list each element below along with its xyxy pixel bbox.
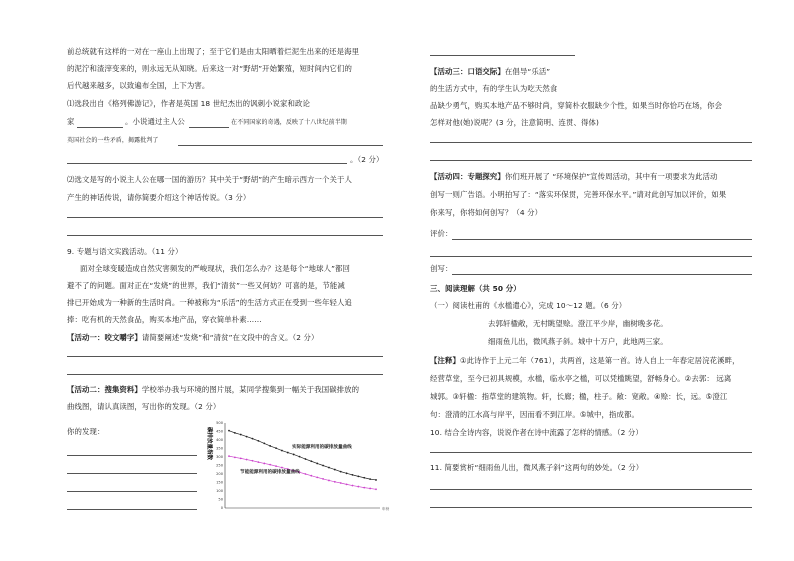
chart-point (234, 456, 236, 458)
chart-point (363, 477, 365, 479)
chart-point (234, 432, 236, 434)
chart-point (246, 436, 248, 438)
chart-point (357, 475, 359, 477)
notes-text: ①此诗作于上元二年（761），共两首，这是第一首。诗人自上一年春定居浣花溪畔， (459, 356, 740, 365)
chart-point (263, 443, 265, 445)
chart-point (316, 477, 318, 479)
chart-point (328, 480, 330, 482)
activity-1-label: 【活动一：咬文嚼字】 (67, 333, 142, 342)
chart-point (322, 478, 324, 480)
create-blank[interactable] (452, 274, 752, 275)
chart-point (228, 455, 230, 457)
body-text-line: 避不了的问题。面对正在“发烧”的世界，我们“清贫”一些又何妨？可喜的是，节能减 (67, 281, 345, 290)
notes-label: 【注释】 (430, 356, 460, 365)
chart-point (357, 486, 359, 488)
chart-point (346, 483, 348, 485)
question-10: 10. 结合全诗内容，说说作者在诗中流露了怎样的情感。（2 分） (430, 428, 643, 437)
activity-2 (67, 385, 359, 395)
chart-ylabel: 碳排放量指数 (206, 427, 212, 461)
activity-3-text: 怎样对他(她)说呢？(3 分，注意简明、连贯、得体) (430, 118, 599, 127)
answer-line[interactable] (430, 55, 575, 56)
body-text-line: 后代越来越多，以致遍布全国，上下为害。 (67, 81, 210, 90)
chart-ytick-label: 250 (216, 463, 223, 468)
chart-ytick-label: 350 (216, 446, 223, 451)
activity-4-text: 你来写，你将如何创写？（4 分） (430, 208, 543, 217)
chart-point (263, 463, 265, 465)
chart-point (305, 458, 307, 460)
answer-line[interactable] (430, 256, 752, 257)
answer-line[interactable] (430, 507, 752, 508)
answer-blank[interactable] (189, 127, 229, 128)
discovery-label: 你的发现： (67, 427, 105, 436)
chart-point (340, 482, 342, 484)
chart-ytick-label: 400 (216, 438, 223, 443)
chart-legend-series-1: 实际能源利用的碳排放量曲线 (292, 445, 352, 450)
answer-blank[interactable] (77, 127, 123, 128)
question-1-text: 家 (67, 117, 75, 126)
question-11: 11. 简要赏析“细雨鱼儿出，微风燕子斜”这两句的妙处。（2 分） (430, 463, 644, 472)
answer-line[interactable] (67, 509, 197, 510)
question-1-text: 英国社会的一些矛盾，揭露批判了 (67, 137, 159, 144)
chart-point (369, 478, 371, 480)
activity-4 (430, 172, 717, 182)
chart-ytick-label: 450 (216, 429, 223, 434)
question-1-text: 。小说通过主人公 (125, 117, 185, 126)
answer-line[interactable] (67, 235, 383, 236)
chart-point (269, 464, 271, 466)
subsection-1-title: （一）阅读杜甫的《水槛遣心》，完成 10～12 题。（6 分） (430, 301, 627, 310)
activity-3 (430, 67, 550, 77)
question-2-line: 产生的神话传说，请你简要介绍这个神话传说。（3 分） (67, 193, 251, 202)
question-1-text: 在不同国家的奇遇，反映了十八世纪前半期 (231, 119, 347, 126)
body-text-line: 的泥泞和渣滓变来的，则永远无从知晓。后来这一对“野胡”开始繁殖，短时间内它们的 (67, 64, 353, 73)
chart-point (328, 467, 330, 469)
answer-line[interactable] (67, 455, 197, 456)
chart-point (299, 456, 301, 458)
answer-line[interactable] (67, 217, 383, 218)
chart-point (275, 465, 277, 467)
answer-line[interactable] (67, 491, 197, 492)
notes-line: 句：澄清的江水高与岸平，因而看不到江岸。⑤城中，指成都。 (430, 410, 639, 419)
chart-point (340, 471, 342, 473)
activity-2-text: 学校举办我与环境的图片展，某同学搜集到一幅关于我国碳排放的 (141, 385, 360, 394)
chart-point (246, 459, 248, 461)
carbon-emission-chart (200, 415, 395, 515)
chart-point (240, 434, 242, 436)
section-3-title: 三、阅读理解（共 50 分） (430, 284, 521, 293)
body-text-line: 面对全球变暖造成自然灾害频发的严峻现状，我们怎么办？这是每个“地球人”都回 (80, 264, 351, 273)
chart-ytick-label: 150 (216, 480, 223, 485)
answer-blank[interactable] (67, 163, 347, 164)
answer-line[interactable] (67, 374, 383, 375)
activity-1-text: 请简要阐述“发烧”和“清贫”在文段中的含义。（2 分） (141, 333, 319, 342)
chart-point (228, 430, 230, 432)
chart-point (258, 461, 260, 463)
chart-xlabel: 年份 (382, 507, 390, 511)
chart-point (334, 481, 336, 483)
activity-3-text: 品缺少勇气，购买本地产品不够时尚，穿简朴衣服缺少个性，如果当时你恰巧在场，你会 (430, 101, 723, 110)
answer-line[interactable] (67, 356, 383, 357)
chart-point (352, 485, 354, 487)
activity-4-text: 你们班开展了 “环境保护”宣传周活动，其中有一项要求为此活动 (504, 172, 718, 181)
answer-line[interactable] (67, 473, 197, 474)
answer-line[interactable] (430, 160, 752, 161)
chart-point (310, 475, 312, 477)
chart-point (310, 460, 312, 462)
chart-point (375, 488, 377, 490)
answer-blank[interactable] (178, 145, 383, 146)
chart-point (275, 447, 277, 449)
activity-4-text: 创写一则广告语。小明拍写了：“落实环保贯，完善环保水平。”请对此创写加以评价，如果 (430, 190, 727, 199)
chart-ytick-label: 300 (216, 455, 223, 460)
chart-point (363, 487, 365, 489)
chart-point (316, 463, 318, 465)
chart-point (322, 465, 324, 467)
poem-line: 去郭轩楹敞，无村眺望赊。澄江平少岸，幽树晚多花。 (488, 319, 668, 328)
activity-2-label: 【活动二：搜集资料】 (67, 385, 142, 394)
chart-point (369, 488, 371, 490)
chart-point (352, 474, 354, 476)
chart-point (281, 467, 283, 469)
answer-line[interactable] (430, 489, 752, 490)
chart-ytick-label: 200 (216, 472, 223, 477)
chart-ytick-label: 50 (218, 497, 223, 502)
body-text-line: 前总统就有这样的一对在一座山上出现了；至于它们是由太阳晒着烂泥生出来的还是海里 (67, 47, 360, 56)
body-text-line: 排已开始成为一种新的生活时尚。一种被称为“乐活”的生活方式正在受到一些年轻人追 (67, 298, 353, 307)
activity-3-text: 的生活方式中，有的学生认为吃天然食 (430, 84, 558, 93)
activity-4-label: 【活动四：专题探究】 (430, 172, 505, 181)
chart-point (346, 472, 348, 474)
notes-line: 经营草堂，至今已初具规模，水槛，临水亭之槛，可以凭槛眺望，舒畅身心。②去郭： 远离 (430, 374, 732, 383)
answer-line[interactable] (430, 452, 752, 453)
chart-point (269, 445, 271, 447)
chart-ytick-label: 100 (216, 489, 223, 494)
activity-2-text-2: 曲线图，请认真读图，写出你的发现。（2 分） (67, 402, 221, 411)
answer-line[interactable] (430, 142, 752, 143)
evaluation-label: 评价： (430, 229, 453, 238)
evaluation-blank[interactable] (452, 239, 752, 240)
chart-point (281, 450, 283, 452)
chart-point (240, 457, 242, 459)
question-2-line: ⑵选文是写的小说主人公在哪一国的游历？其中关于“野胡”的产生暗示西方一个关于人 (67, 175, 353, 184)
chart-point (375, 479, 377, 481)
chart-point (287, 452, 289, 454)
activity-3-text: 在倡导“乐活” (504, 67, 551, 76)
chart-point (293, 454, 295, 456)
notes-line: 城郭。③轩楹：指草堂的建筑物。轩，长廊；楹，柱子。敞：宽敞。④赊：长，远。⑤澄江 (430, 392, 728, 401)
chart-point (305, 473, 307, 475)
chart-ytick-label: 0 (220, 506, 223, 511)
chart-legend-series-2: 节能能源利用的碳排放量曲线 (240, 470, 300, 475)
activity-1 (67, 333, 319, 343)
chart-point (252, 438, 254, 440)
chart-point (334, 469, 336, 471)
notes-line-1 (430, 356, 740, 366)
create-label: 创写： (430, 264, 453, 273)
body-text-line: 捧：吃有机的天然食品，购买本地产品，穿衣简单朴素…… (67, 315, 262, 324)
question-9-title: 9. 专题与语文实践活动。（11 分） (67, 247, 183, 256)
chart-ytick-label: 500 (216, 421, 223, 426)
activity-3-label: 【活动三：口语交际】 (430, 67, 505, 76)
chart-point (252, 460, 254, 462)
poem-line: 细雨鱼儿出，微风燕子斜。城中十万户，此地两三家。 (488, 337, 668, 346)
question-1-line: ⑴选段出自《格列佛游记》，作者是英国 18 世纪杰出的讽刺小说家和政论 (67, 99, 311, 108)
score-note: 。（2 分） (350, 155, 384, 164)
chart-point (258, 440, 260, 442)
